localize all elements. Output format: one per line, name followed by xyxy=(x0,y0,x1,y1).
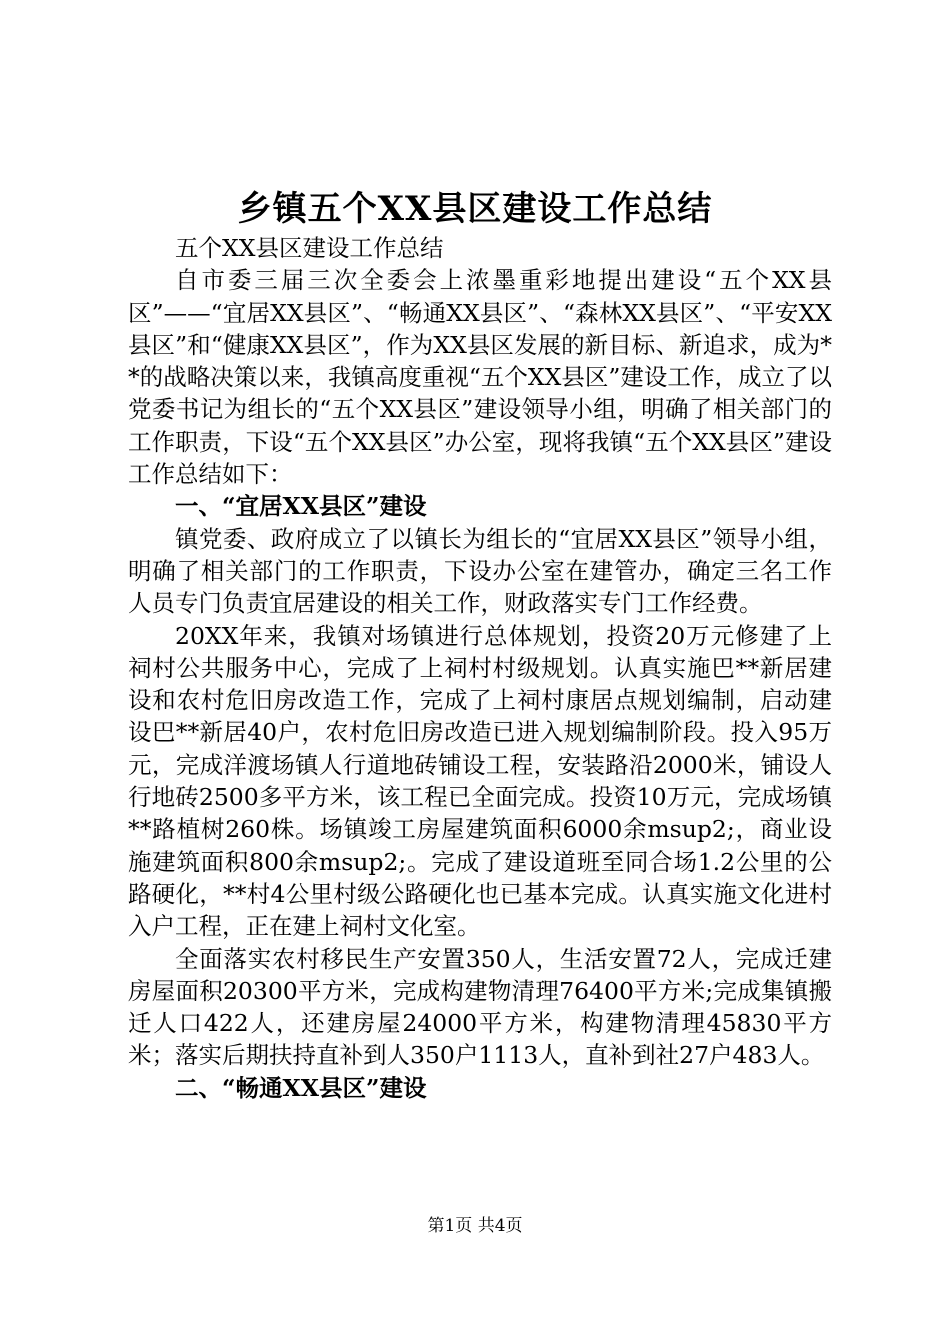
section-heading-1: 一、“宜居XX县区”建设 xyxy=(175,492,427,521)
body-paragraph: 20XX年来，我镇对场镇进行总体规划，投资20万元修建了上祠村公共服务中心，完成了上祠村村级规划。认真实施巴**新居建设和农村危旧房改造工作，完成了上祠村康居点规划编制，启动建设巴**新居40户，农村危旧房改造已进入规划编制阶段。投入95万元，完成洋渡场镇人行道地砖铺设工程，安装路沿2000米，铺设人行地砖2500多平方米，该工程已全面完成。投资10万元，完成场镇**路植树260株。场镇竣工房屋建筑面积6000余msup2;，商业设施建筑面积800余msup2;。完成了建设道班至同合场1.2公里的公路硬化，**村4公里村级公路硬化也已基本完成。认真实施文化进村入户工程，正在建上祠村文化室。 xyxy=(128,621,832,941)
body-paragraph: 镇党委、政府成立了以镇长为组长的“宜居XX县区”领导小组，明确了相关部门的工作职责，下设办公室在建管办，确定三名工作人员专门负责宜居建设的相关工作，财政落实专门工作经费。 xyxy=(128,524,832,618)
document-body xyxy=(128,232,832,1104)
page-number-footer: 第1页 共4页 xyxy=(427,1216,523,1236)
subtitle-paragraph: 五个XX县区建设工作总结 xyxy=(175,234,444,262)
body-paragraph: 全面落实农村移民生产安置350人，生活安置72人，完成迁建房屋面积20300平方米，完成构建物清理76400平方米;完成集镇搬迁人口422人，还建房屋24000平方米，构建物清理45830平方米；落实后期扶持直补到人350户1113人，直补到社27户483人。 xyxy=(128,944,832,1070)
section-heading-2: 二、“畅通XX县区”建设 xyxy=(175,1073,427,1102)
document-title: 乡镇五个XX县区建设工作总结 xyxy=(237,189,713,229)
intro-paragraph: 自市委三届三次全委会上浓墨重彩地提出建设“五个XX县区”——“宜居XX县区”、“畅通XX县区”、“森林XX县区”、“平安XX县区”和“健康XX县区”，作为XX县区发展的新目标、新追求，成为**的战略决策以来，我镇高度重视“五个XX县区”建设工作，成立了以党委书记为组长的“五个XX县区”建设领导小组，明确了相关部门的工作职责，下设“五个XX县区”办公室，现将我镇“五个XX县区”建设工作总结如下： xyxy=(128,266,832,489)
